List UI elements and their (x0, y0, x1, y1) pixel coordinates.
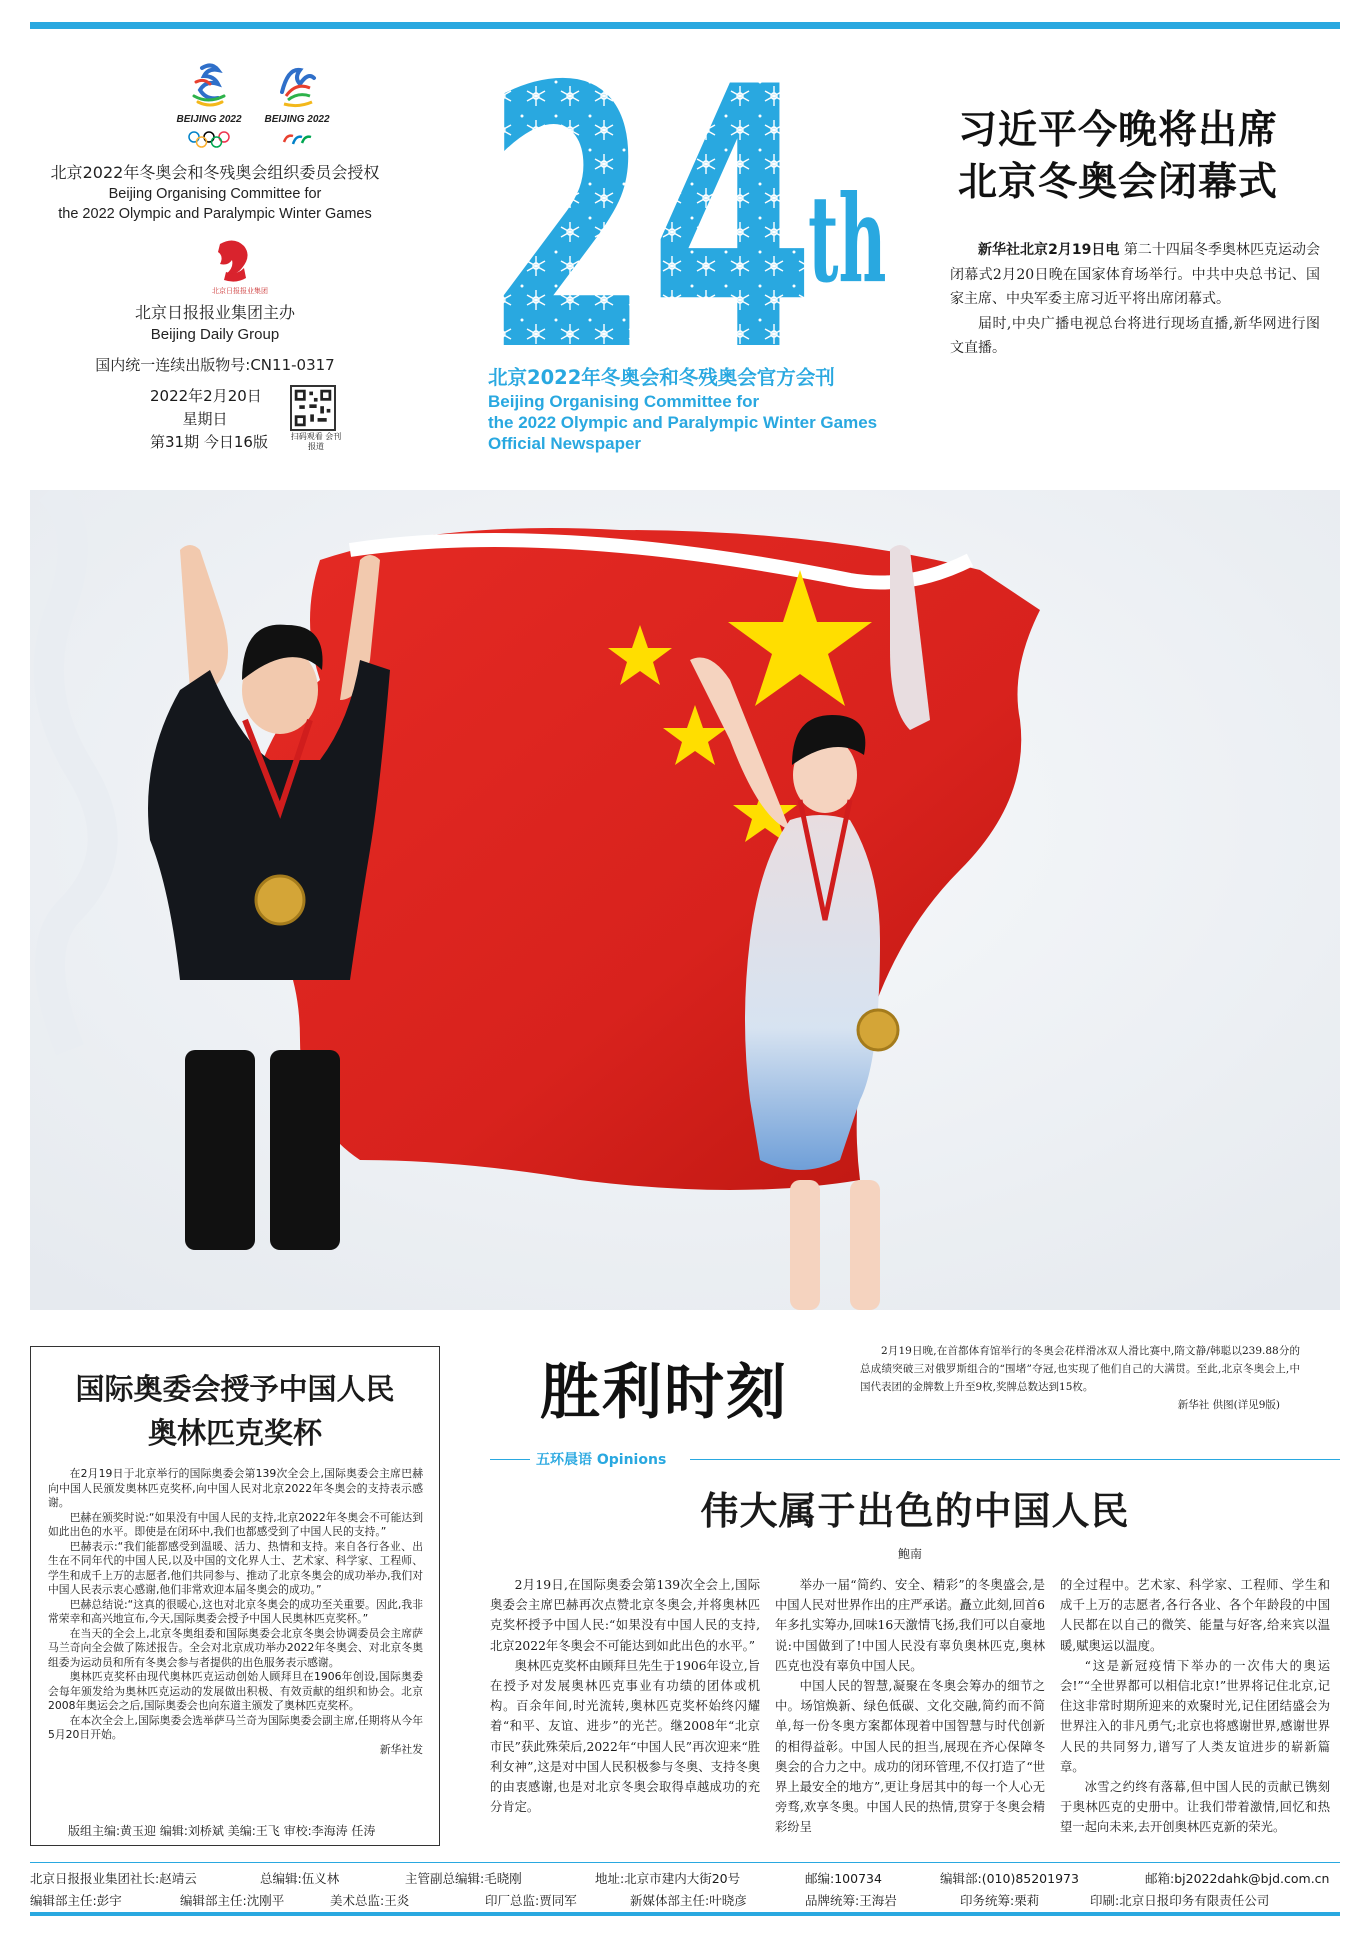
qr-caption: 扫码观看 会刊报道 (290, 432, 342, 451)
paralympic-wordmark: BEIJING 2022 (264, 114, 330, 125)
ioc-paragraph: 巴赫总结说:“这真的很暖心,这也对北京冬奥会的成功至关重要。因此,我非常荣幸和高兴地宣布,今天,国际奥委会授予中国人民奥林匹克奖杯。” (48, 1597, 423, 1625)
opinion-section-label: 五环晨语 Opinions (536, 1452, 667, 1468)
ioc-story-title[interactable] (30, 1367, 440, 1455)
lead-headline-line1: 习近平今晚将出席 (958, 108, 1279, 153)
paralympic-emblem (258, 62, 336, 152)
footer-item: 品牌统筹:王海岩 (805, 1893, 897, 1908)
olympic-rings-icon (186, 130, 232, 148)
group-logo-text: 北京日报报业集团 (212, 287, 268, 295)
authorized-en-line1: Beijing Organising Committee for (108, 186, 322, 202)
opinion-rule-right (690, 1459, 1340, 1460)
lead-para1: 第二十四届冬季奥林匹克运动会闭幕式2月20日晚在国家体育场举行。中共中央总书记、国家主席、中央军委主席习近平将出席闭幕式。 (950, 242, 1320, 307)
opinion-author: 鲍南 (897, 1547, 922, 1561)
opinion-paragraph: “这是新冠疫情下举办的一次伟大的奥运会!”“全世界都可以相信北京!”世界将记住北京,记住这非常时期所迎来的欢聚时光,记住团结盛会为世界注入的非凡勇气;北京也将感谢世界,感谢世界人民的共同努力,谱写了人类友谊进步的崭新篇章。 (1060, 1658, 1330, 1774)
opinion-paragraph: 2月19日,在国际奥委会第139次全会上,国际奥委会主席巴赫再次点赞北京冬奥会,并将奥林匹克奖杯授予中国人民:“如果没有中国人民的支持,北京2022年冬奥会不可能达到如此出色的水平。” (490, 1578, 760, 1653)
opinion-column-1 (490, 1575, 760, 1817)
issue-suffix: th (808, 169, 887, 310)
opinion-title[interactable]: 伟大属于出色的中国人民 (700, 1489, 1130, 1533)
ioc-source: 新华社发 (379, 1742, 423, 1756)
authorized-en-line2: the 2022 Olympic and Paralympic Winter Games (58, 206, 372, 222)
ioc-story-body (48, 1467, 423, 1757)
opinion-rule-left (490, 1459, 530, 1460)
ioc-paragraph: 在本次全会上,国际奥委会选举萨马兰奇为国际奥委会副主席,任期将从今年5月20日开始。 (48, 1713, 423, 1741)
lead-headline-line2: 北京冬奥会闭幕式 (958, 160, 1279, 205)
footer-item: 编辑部主任:彭宇 (30, 1893, 122, 1908)
qr-code-icon[interactable] (290, 385, 336, 431)
footer-item: 主管副总编辑:毛晓刚 (405, 1871, 522, 1886)
opinion-paragraph: 奥林匹克奖杯由顾拜旦先生于1906年设立,旨在授予对发展奥林匹克事业有功绩的团体或机构。百余年间,时光流转,奥林匹克奖杯始终闪耀着“和平、友谊、进步”的光芒。继2008年“北京市民”获此殊荣后,2022年“中国人民”再次迎来“胜利女神”,这是对中国人民积极参与冬奥、支持冬奥的由衷感谢,也是对北京冬奥会取得卓越成功的充分肯定。 (490, 1658, 760, 1815)
lead-headline[interactable] (958, 105, 1318, 209)
bottom-accent-bar (30, 1912, 1340, 1916)
authorization-block (40, 162, 390, 224)
issn: 国内统一连续出版物号:CN11-0317 (95, 356, 335, 374)
footer-item: 编辑部:(010)85201973 (940, 1871, 1079, 1886)
footer-item: 地址:北京市建内大街20号 (595, 1871, 741, 1886)
host-block (40, 302, 390, 376)
footer-item: 印厂总监:贾同军 (485, 1893, 577, 1908)
paralympic-emblem-icon (272, 62, 322, 110)
main-photo (30, 490, 1340, 1310)
footer-row-1 (30, 1869, 1340, 1889)
official-cn: 北京2022年冬奥会和冬残奥会官方会刊 (488, 366, 835, 389)
top-accent-bar (30, 22, 1340, 29)
lead-dateline: 新华社北京2月19日电 (978, 242, 1120, 258)
opinion-paragraph: 的全过程中。艺术家、科学家、工程师、学生和成千上万的志愿者,各行各业、各个年龄段的中国人民都在以自己的微笑、能量与好客,给来宾以温暖,赋奥运以温度。 (1060, 1578, 1330, 1653)
footer-item: 编辑部主任:沈刚平 (180, 1893, 285, 1908)
opinion-column-2 (775, 1575, 1045, 1838)
ioc-paragraph: 巴赫表示:“我们能都感受到温暖、活力、热情和支持。来自各行各业、出生在不同年代的中国人民,以及中国的文化界人士、艺术家、科学家、工程师、学生和成千上万的志愿者,他们共同参与、推动了北京冬奥会的成功举办,我们对中国人民表示衷心感谢,他们非常欢迎本届冬奥会的成功。” (48, 1539, 423, 1596)
ioc-paragraph: 在当天的全会上,北京冬奥组委和国际奥委会北京冬奥会协调委员会主席萨马兰奇向全会做了陈述报告。全会对北京成功举办2022年冬奥会、对北京冬奥组委为运动员和所有冬奥会参与者提供的出色服务表示感谢。 (48, 1626, 423, 1669)
footer-item: 北京日报报业集团社长:赵靖云 (30, 1871, 197, 1886)
olympic-emblem (170, 62, 248, 152)
official-en-line3: Official Newspaper (488, 434, 642, 453)
date-block (150, 385, 280, 454)
host-en: Beijing Daily Group (150, 326, 280, 343)
footer-row-2 (30, 1891, 1340, 1911)
footer (30, 1862, 1340, 1908)
olympic-emblem-icon (184, 62, 234, 110)
official-en-line1: Beijing Organising Committee for (488, 392, 760, 411)
caption-text: 2月19日晚,在首都体育馆举行的冬奥会花样滑冰双人滑比赛中,隋文静/韩聪以239.88分的总成绩突破三对俄罗斯组合的“围堵”夺冠,也实现了他们自己的大满贯。至此,北京冬奥会上,中国代表团的金牌数上升至9枚,奖牌总数达到15枚。 (860, 1345, 1300, 1393)
opinion-column-3 (1060, 1575, 1330, 1838)
footer-item: 印务统筹:栗莉 (960, 1893, 1040, 1908)
footer-item: 总编辑:伍义林 (260, 1871, 340, 1886)
footer-item: 印刷:北京日报印务有限责任公司 (1090, 1893, 1270, 1908)
opinion-paragraph: 中国人民的智慧,凝聚在冬奥会筹办的细节之中。场馆焕新、绿色低碳、文化交融,简约而不简单,每一份冬奥方案都体现着中国智慧与时代创新的相得益彰。中国人民的担当,展现在齐心保障冬奥会的合力之中。成功的闭环管理,不仅打造了“世界上最安全的地方”,更让身居其中的每一个人心无旁骛,欢享冬奥。中国人民的热情,贯穿于冬奥会精彩纷呈 (775, 1679, 1045, 1835)
ioc-title-line1: 国际奥委会授予中国人民 (75, 1372, 395, 1406)
official-newspaper-block (488, 365, 908, 454)
authorized-cn: 北京2022年冬奥会和冬残奥会组织委员会授权 (50, 163, 380, 182)
footer-item: 新媒体部主任:叶晓彦 (630, 1893, 747, 1908)
lead-body (950, 238, 1320, 361)
host-cn: 北京日报报业集团主办 (134, 303, 295, 322)
official-en-line2: the 2022 Olympic and Paralympic Winter Games (488, 413, 878, 432)
ioc-paragraph: 在2月19日于北京举行的国际奥委会第139次全会上,国际奥委会主席巴赫向中国人民颁发奥林匹克奖杯,向中国人民对北京2022年冬奥会的支持表示感谢。 (48, 1467, 423, 1509)
caption-credit: 新华社 供图(详见9版) (1177, 1399, 1280, 1411)
ioc-paragraph: 奥林匹克奖杯由现代奥林匹克运动创始人顾拜旦在1906年创设,国际奥委会每年颁发给为奥林匹克运动的发展做出积极、有效贡献的组织和协会。北京2008年奥运会之后,国际奥委会也向东道主颁发了奥林匹克奖杯。 (48, 1670, 423, 1712)
lead-para2: 届时,中央广播电视总台将进行现场直播,新华网进行图文直播。 (950, 315, 1320, 356)
photo-caption (860, 1342, 1300, 1414)
footer-item: 邮编:100734 (805, 1871, 882, 1886)
opinion-paragraph: 举办一届“简约、安全、精彩”的冬奥盛会,是中国人民对世界作出的庄严承诺。矗立此刻,回首6年多扎实筹办,回味16天激情飞扬,我们可以自豪地说:中国做到了!中国人民没有辜负奥林匹克,奥林匹克也没有辜负中国人民。 (775, 1578, 1045, 1673)
issue-date: 2022年2月20日 (150, 387, 262, 405)
big-number-text: 24 (485, 45, 815, 355)
olympic-wordmark: BEIJING 2022 (176, 114, 242, 125)
photo-headline: 胜利时刻 (540, 1358, 788, 1428)
footer-item: 美术总监:王炎 (330, 1893, 410, 1908)
ioc-title-line2: 奥林匹克奖杯 (147, 1416, 322, 1450)
weekday: 星期日 (182, 410, 228, 428)
page-credits: 版组主编:黄玉迎 编辑:刘桥斌 美编:王飞 审校:李海涛 任涛 (68, 1824, 376, 1838)
games-logos (170, 62, 340, 152)
opinion-paragraph: 冰雪之约终有落幕,但中国人民的贡献已镌刻于奥林匹克的史册中。让我们带着激情,回忆和热望一起向未来,去开创奥林匹克新的荣光。 (1060, 1780, 1330, 1835)
ioc-paragraph: 巴赫在颁奖时说:“如果没有中国人民的支持,北京2022年冬奥会不可能达到如此出色的水平。即使是在闭环中,我们也都感受到了中国人民的支持。” (48, 1510, 423, 1538)
agitos-icon (274, 130, 320, 148)
issue-info: 第31期 今日16版 (150, 433, 268, 451)
footer-email[interactable]: 邮箱:bj2022dahk@bjd.com.cn (1145, 1871, 1330, 1886)
